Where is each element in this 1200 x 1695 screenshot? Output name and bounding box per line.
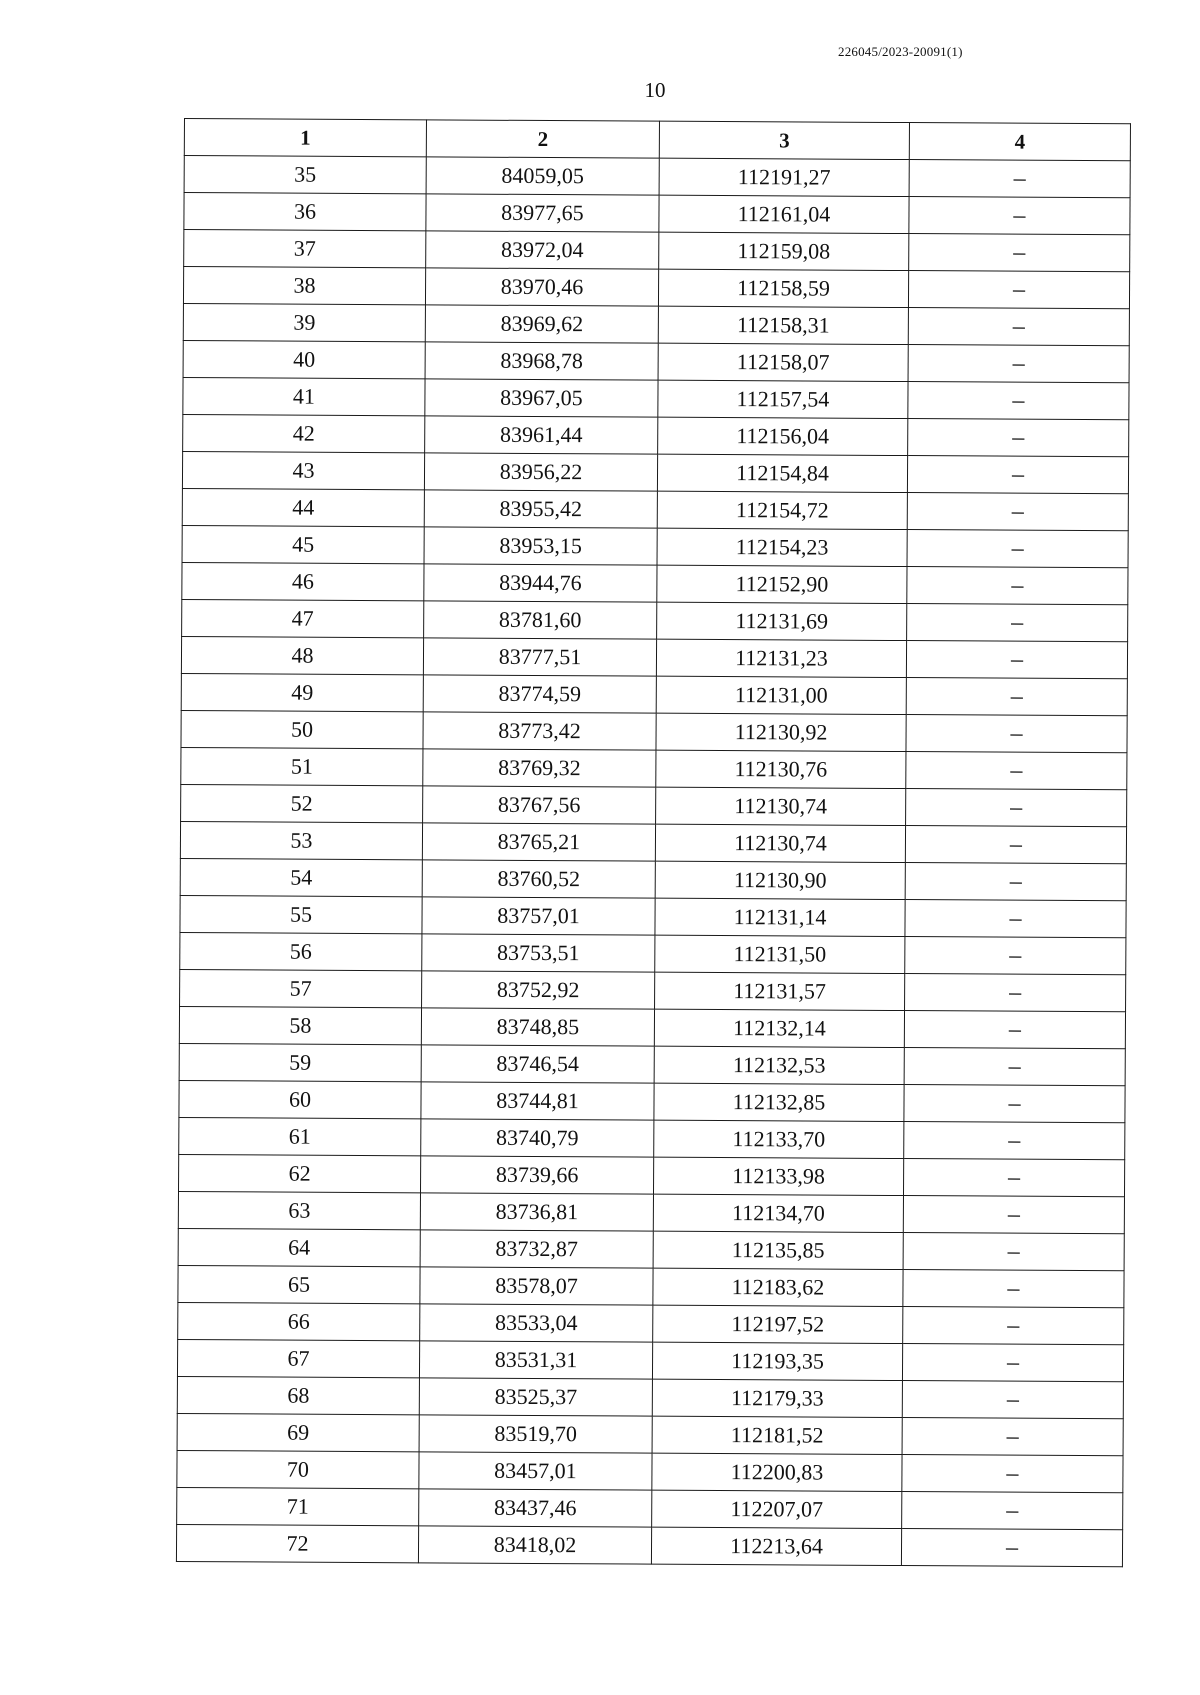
note-cell: – bbox=[904, 1085, 1125, 1123]
column-header-1: 1 bbox=[184, 119, 426, 157]
point-number-cell: 46 bbox=[182, 562, 424, 600]
note-cell: – bbox=[907, 604, 1128, 642]
note-cell: – bbox=[905, 974, 1126, 1012]
y-coordinate-cell: 112159,08 bbox=[659, 232, 909, 270]
x-coordinate-cell: 83533,04 bbox=[420, 1304, 653, 1342]
table-row bbox=[178, 1302, 1124, 1344]
note-cell: – bbox=[905, 937, 1126, 975]
document-reference-number: 226045/2023-20091(1) bbox=[838, 44, 963, 59]
note-cell: – bbox=[902, 1418, 1123, 1456]
x-coordinate-cell: 83752,92 bbox=[422, 971, 655, 1009]
y-coordinate-cell: 112131,00 bbox=[656, 676, 906, 714]
point-number-cell: 51 bbox=[181, 747, 423, 785]
x-coordinate-cell: 83968,78 bbox=[425, 342, 658, 380]
y-coordinate-cell: 112156,04 bbox=[658, 417, 908, 455]
note-cell: – bbox=[909, 160, 1130, 198]
y-coordinate-cell: 112130,76 bbox=[656, 750, 906, 788]
x-coordinate-cell: 83944,76 bbox=[424, 564, 657, 602]
y-coordinate-cell: 112152,90 bbox=[657, 565, 907, 603]
point-number-cell: 56 bbox=[180, 932, 422, 970]
x-coordinate-cell: 83748,85 bbox=[421, 1008, 654, 1046]
point-number-cell: 47 bbox=[182, 599, 424, 637]
note-cell: – bbox=[901, 1529, 1122, 1567]
point-number-cell: 36 bbox=[184, 193, 426, 231]
table-row bbox=[183, 303, 1129, 345]
table-row bbox=[180, 932, 1126, 974]
note-cell: – bbox=[903, 1233, 1124, 1271]
x-coordinate-cell: 83781,60 bbox=[424, 601, 657, 639]
x-coordinate-cell: 83953,15 bbox=[424, 527, 657, 565]
x-coordinate-cell: 83777,51 bbox=[423, 638, 656, 676]
note-cell: – bbox=[908, 345, 1129, 383]
note-cell: – bbox=[905, 863, 1126, 901]
point-number-cell: 38 bbox=[183, 267, 425, 305]
point-number-cell: 42 bbox=[183, 414, 425, 452]
table-row bbox=[182, 451, 1128, 493]
note-cell: – bbox=[903, 1196, 1124, 1234]
x-coordinate-cell: 83578,07 bbox=[420, 1267, 653, 1305]
point-number-cell: 53 bbox=[180, 821, 422, 859]
y-coordinate-cell: 112130,74 bbox=[655, 824, 905, 862]
y-coordinate-cell: 112181,52 bbox=[652, 1416, 902, 1454]
note-cell: – bbox=[908, 271, 1129, 309]
note-cell: – bbox=[905, 826, 1126, 864]
point-number-cell: 61 bbox=[179, 1117, 421, 1155]
table-row bbox=[181, 710, 1127, 752]
table-row bbox=[177, 1413, 1123, 1455]
note-cell: – bbox=[908, 419, 1129, 457]
point-number-cell: 68 bbox=[177, 1376, 419, 1414]
point-number-cell: 48 bbox=[181, 636, 423, 674]
note-cell: – bbox=[903, 1270, 1124, 1308]
y-coordinate-cell: 112130,92 bbox=[656, 713, 906, 751]
note-cell: – bbox=[905, 900, 1126, 938]
column-header-4: 4 bbox=[909, 123, 1130, 161]
y-coordinate-cell: 112157,54 bbox=[658, 380, 908, 418]
table-row bbox=[177, 1450, 1123, 1492]
x-coordinate-cell: 83774,59 bbox=[423, 675, 656, 713]
y-coordinate-cell: 112158,07 bbox=[658, 343, 908, 381]
x-coordinate-cell: 83955,42 bbox=[424, 490, 657, 528]
x-coordinate-cell: 83753,51 bbox=[422, 934, 655, 972]
note-cell: – bbox=[903, 1307, 1124, 1345]
y-coordinate-cell: 112193,35 bbox=[652, 1342, 902, 1380]
y-coordinate-cell: 112131,14 bbox=[655, 898, 905, 936]
y-coordinate-cell: 112200,83 bbox=[652, 1453, 902, 1491]
note-cell: – bbox=[904, 1011, 1125, 1049]
point-number-cell: 55 bbox=[180, 895, 422, 933]
point-number-cell: 66 bbox=[178, 1302, 420, 1340]
table-row bbox=[178, 1228, 1124, 1270]
point-number-cell: 57 bbox=[180, 969, 422, 1007]
point-number-cell: 60 bbox=[179, 1080, 421, 1118]
table-row bbox=[184, 230, 1130, 272]
y-coordinate-cell: 112130,90 bbox=[655, 861, 905, 899]
column-header-3: 3 bbox=[659, 121, 909, 159]
table-row bbox=[177, 1339, 1123, 1381]
coordinates-table bbox=[176, 118, 1131, 1567]
note-cell: – bbox=[908, 382, 1129, 420]
point-number-cell: 54 bbox=[180, 858, 422, 896]
note-cell: – bbox=[906, 752, 1127, 790]
table-row bbox=[183, 414, 1129, 456]
point-number-cell: 35 bbox=[184, 156, 426, 194]
y-coordinate-cell: 112135,85 bbox=[653, 1231, 903, 1269]
x-coordinate-cell: 83736,81 bbox=[420, 1193, 653, 1231]
note-cell: – bbox=[902, 1344, 1123, 1382]
coordinates-table-container bbox=[176, 118, 1130, 1567]
point-number-cell: 37 bbox=[184, 230, 426, 268]
table-row bbox=[179, 1117, 1125, 1159]
point-number-cell: 58 bbox=[179, 1006, 421, 1044]
y-coordinate-cell: 112179,33 bbox=[652, 1379, 902, 1417]
y-coordinate-cell: 112133,98 bbox=[653, 1157, 903, 1195]
x-coordinate-cell: 83977,65 bbox=[426, 194, 659, 232]
y-coordinate-cell: 112183,62 bbox=[653, 1268, 903, 1306]
x-coordinate-cell: 83746,54 bbox=[421, 1045, 654, 1083]
point-number-cell: 45 bbox=[182, 525, 424, 563]
x-coordinate-cell: 83969,62 bbox=[425, 305, 658, 343]
table-header-row bbox=[184, 119, 1130, 161]
x-coordinate-cell: 83740,79 bbox=[421, 1119, 654, 1157]
x-coordinate-cell: 83760,52 bbox=[422, 860, 655, 898]
table-row bbox=[180, 969, 1126, 1011]
point-number-cell: 69 bbox=[177, 1413, 419, 1451]
y-coordinate-cell: 112207,07 bbox=[652, 1490, 902, 1528]
x-coordinate-cell: 83972,04 bbox=[426, 231, 659, 269]
x-coordinate-cell: 83773,42 bbox=[423, 712, 656, 750]
note-cell: – bbox=[906, 715, 1127, 753]
x-coordinate-cell: 84059,05 bbox=[426, 157, 659, 195]
y-coordinate-cell: 112154,72 bbox=[657, 491, 907, 529]
table-row bbox=[182, 525, 1128, 567]
y-coordinate-cell: 112132,85 bbox=[654, 1083, 904, 1121]
table-row bbox=[183, 267, 1129, 309]
point-number-cell: 70 bbox=[177, 1450, 419, 1488]
y-coordinate-cell: 112158,31 bbox=[658, 306, 908, 344]
table-row bbox=[181, 673, 1127, 715]
page-number: 10 bbox=[644, 78, 666, 102]
y-coordinate-cell: 112213,64 bbox=[651, 1527, 901, 1565]
point-number-cell: 50 bbox=[181, 710, 423, 748]
note-cell: – bbox=[906, 678, 1127, 716]
table-row bbox=[180, 821, 1126, 863]
y-coordinate-cell: 112132,53 bbox=[654, 1046, 904, 1084]
note-cell: – bbox=[907, 567, 1128, 605]
table-row bbox=[176, 1524, 1122, 1566]
y-coordinate-cell: 112131,50 bbox=[655, 935, 905, 973]
y-coordinate-cell: 112161,04 bbox=[659, 195, 909, 233]
table-row bbox=[180, 858, 1126, 900]
x-coordinate-cell: 83765,21 bbox=[422, 823, 655, 861]
x-coordinate-cell: 83757,01 bbox=[422, 897, 655, 935]
x-coordinate-cell: 83961,44 bbox=[425, 416, 658, 454]
table-row bbox=[181, 747, 1127, 789]
note-cell: – bbox=[907, 456, 1128, 494]
y-coordinate-cell: 112197,52 bbox=[653, 1305, 903, 1343]
table-row bbox=[183, 377, 1129, 419]
point-number-cell: 67 bbox=[177, 1339, 419, 1377]
x-coordinate-cell: 83457,01 bbox=[419, 1452, 652, 1490]
table-header bbox=[184, 119, 1130, 161]
x-coordinate-cell: 83437,46 bbox=[419, 1489, 652, 1527]
y-coordinate-cell: 112131,57 bbox=[655, 972, 905, 1010]
table-row bbox=[178, 1191, 1124, 1233]
y-coordinate-cell: 112132,14 bbox=[654, 1009, 904, 1047]
table-row bbox=[182, 599, 1128, 641]
table-row bbox=[179, 1006, 1125, 1048]
table-row bbox=[179, 1043, 1125, 1085]
point-number-cell: 59 bbox=[179, 1043, 421, 1081]
note-cell: – bbox=[903, 1159, 1124, 1197]
note-cell: – bbox=[908, 308, 1129, 346]
table-row bbox=[184, 193, 1130, 235]
table-row bbox=[181, 636, 1127, 678]
y-coordinate-cell: 112134,70 bbox=[653, 1194, 903, 1232]
x-coordinate-cell: 83767,56 bbox=[423, 786, 656, 824]
x-coordinate-cell: 83531,31 bbox=[419, 1341, 652, 1379]
x-coordinate-cell: 83739,66 bbox=[421, 1156, 654, 1194]
note-cell: – bbox=[909, 197, 1130, 235]
x-coordinate-cell: 83769,32 bbox=[423, 749, 656, 787]
y-coordinate-cell: 112158,59 bbox=[658, 269, 908, 307]
table-row bbox=[182, 562, 1128, 604]
table-row bbox=[177, 1487, 1123, 1529]
point-number-cell: 65 bbox=[178, 1265, 420, 1303]
table-row bbox=[184, 156, 1130, 198]
table-row bbox=[183, 340, 1129, 382]
note-cell: – bbox=[902, 1455, 1123, 1493]
note-cell: – bbox=[902, 1381, 1123, 1419]
point-number-cell: 44 bbox=[182, 488, 424, 526]
point-number-cell: 41 bbox=[183, 377, 425, 415]
note-cell: – bbox=[907, 530, 1128, 568]
y-coordinate-cell: 112154,23 bbox=[657, 528, 907, 566]
x-coordinate-cell: 83732,87 bbox=[420, 1230, 653, 1268]
point-number-cell: 39 bbox=[183, 303, 425, 341]
point-number-cell: 40 bbox=[183, 340, 425, 378]
point-number-cell: 71 bbox=[177, 1487, 419, 1525]
table-row bbox=[178, 1265, 1124, 1307]
table-row bbox=[179, 1154, 1125, 1196]
x-coordinate-cell: 83525,37 bbox=[419, 1378, 652, 1416]
table-row bbox=[182, 488, 1128, 530]
note-cell: – bbox=[904, 1122, 1125, 1160]
point-number-cell: 49 bbox=[181, 673, 423, 711]
x-coordinate-cell: 83519,70 bbox=[419, 1415, 652, 1453]
y-coordinate-cell: 112131,69 bbox=[657, 602, 907, 640]
table-row bbox=[180, 895, 1126, 937]
note-cell: – bbox=[906, 789, 1127, 827]
y-coordinate-cell: 112131,23 bbox=[656, 639, 906, 677]
note-cell: – bbox=[909, 234, 1130, 272]
x-coordinate-cell: 83970,46 bbox=[425, 268, 658, 306]
y-coordinate-cell: 112154,84 bbox=[657, 454, 907, 492]
x-coordinate-cell: 83956,22 bbox=[424, 453, 657, 491]
point-number-cell: 72 bbox=[176, 1524, 418, 1562]
x-coordinate-cell: 83418,02 bbox=[418, 1526, 651, 1564]
y-coordinate-cell: 112191,27 bbox=[659, 158, 909, 196]
table-row bbox=[177, 1376, 1123, 1418]
point-number-cell: 43 bbox=[182, 451, 424, 489]
table-row bbox=[179, 1080, 1125, 1122]
point-number-cell: 64 bbox=[178, 1228, 420, 1266]
point-number-cell: 52 bbox=[181, 784, 423, 822]
note-cell: – bbox=[906, 641, 1127, 679]
note-cell: – bbox=[907, 493, 1128, 531]
table-body bbox=[176, 156, 1130, 1567]
y-coordinate-cell: 112130,74 bbox=[656, 787, 906, 825]
point-number-cell: 63 bbox=[178, 1191, 420, 1229]
y-coordinate-cell: 112133,70 bbox=[654, 1120, 904, 1158]
x-coordinate-cell: 83744,81 bbox=[421, 1082, 654, 1120]
note-cell: – bbox=[904, 1048, 1125, 1086]
column-header-2: 2 bbox=[426, 120, 659, 158]
x-coordinate-cell: 83967,05 bbox=[425, 379, 658, 417]
table-row bbox=[181, 784, 1127, 826]
note-cell: – bbox=[902, 1492, 1123, 1530]
point-number-cell: 62 bbox=[179, 1154, 421, 1192]
